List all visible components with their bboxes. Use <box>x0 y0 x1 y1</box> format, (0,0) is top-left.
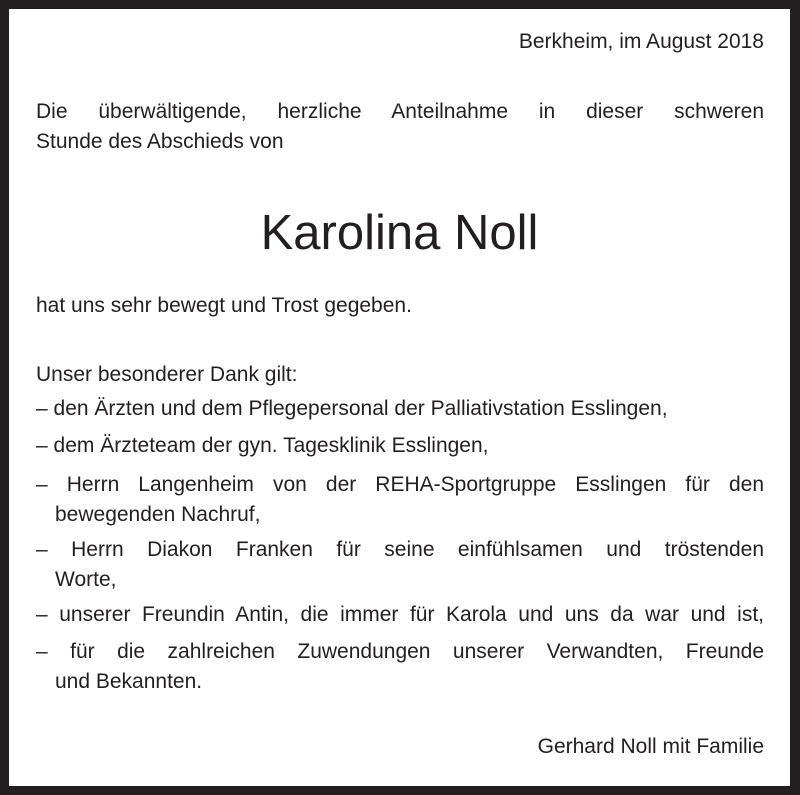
thanks-item: – unserer Freundin Antin, die immer für Karola und uns da war und ist, <box>36 603 764 626</box>
intro-line-1: Die überwältigende, herzliche Anteilnahme in dieser schweren <box>36 100 764 123</box>
thanks-item: – Herrn Langenheim von der REHA-Sportgruppe Esslingen für den <box>36 473 764 496</box>
thanks-item-continued: und Bekannten. <box>55 670 203 693</box>
thanks-item-continued: bewegenden Nachruf, <box>55 503 261 526</box>
place-date: Berkheim, im August 2018 <box>518 30 764 53</box>
thanks-item: – Herrn Diakon Franken für seine einfühlsamen und tröstenden <box>36 538 764 561</box>
thanks-item: – den Ärzten und dem Pflegepersonal der Palliativstation Esslingen, <box>36 397 668 420</box>
thanks-heading: Unser besonderer Dank gilt: <box>36 363 298 386</box>
thanks-item: – dem Ärzteteam der gyn. Tagesklinik Esslingen, <box>36 434 489 457</box>
notice-page <box>9 9 790 786</box>
thanks-item-continued: Worte, <box>55 568 117 591</box>
comfort-line: hat uns sehr bewegt und Trost gegeben. <box>36 294 412 317</box>
thanks-item: – für die zahlreichen Zuwendungen unserer Verwandten, Freunde <box>36 640 764 663</box>
deceased-name: Karolina Noll <box>260 206 539 260</box>
intro-line-2: Stunde des Abschieds von <box>36 130 284 153</box>
signature: Gerhard Noll mit Familie <box>537 735 764 758</box>
